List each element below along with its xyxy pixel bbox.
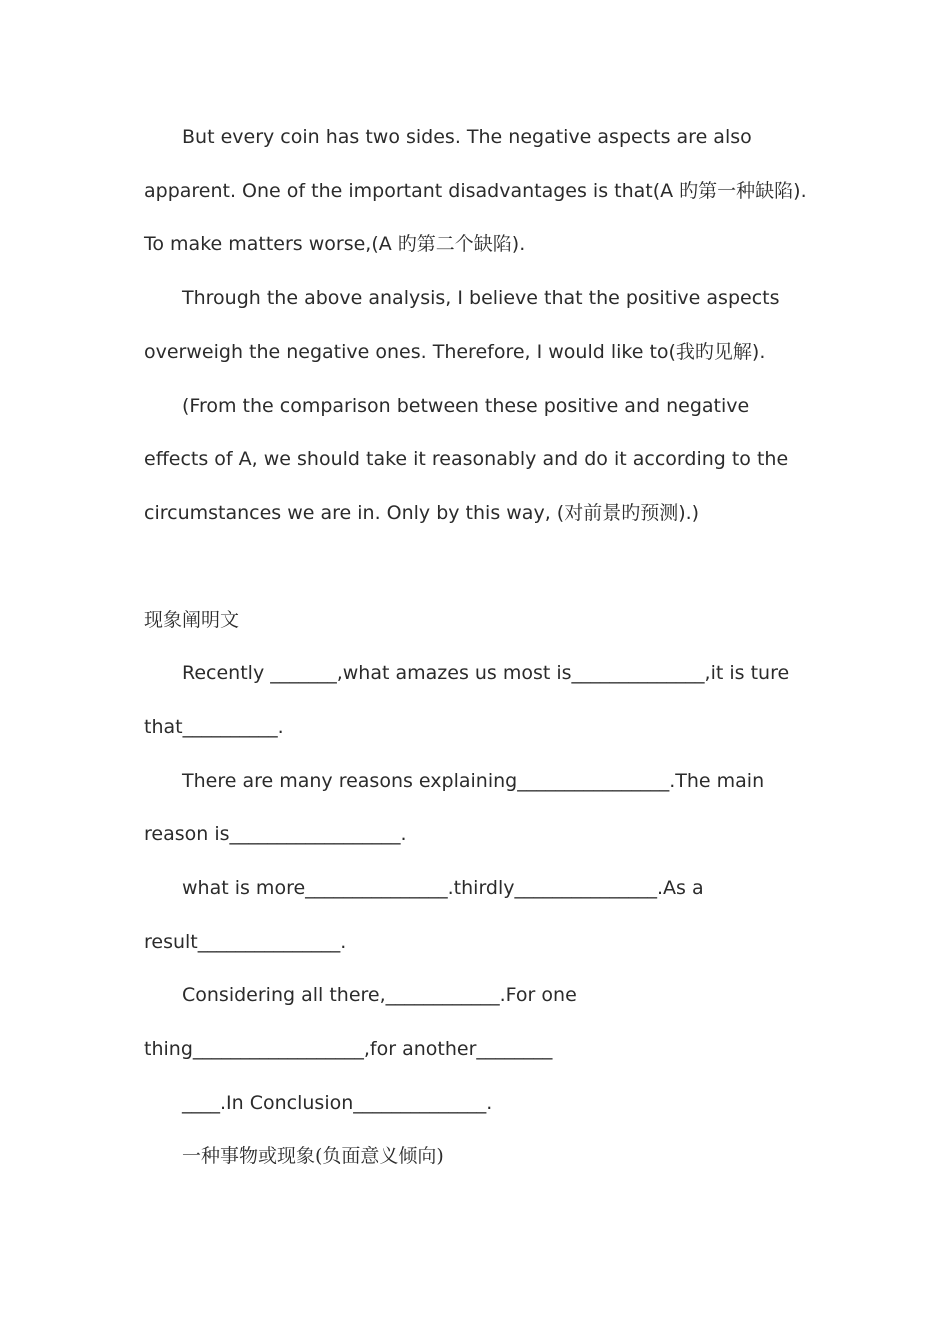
text-line: apparent. One of the important disadvantages is that(A 旳第一种缺陷). [144, 180, 807, 202]
text-line: result_______________. [144, 931, 347, 953]
section-heading: 现象阐明文 [144, 609, 240, 631]
text-line: that__________. [144, 716, 284, 738]
text-line: thing__________________,for another________ [144, 1038, 553, 1060]
text-line: Through the above analysis, I believe that the positive aspects [182, 287, 780, 309]
text-line: ____.In Conclusion______________. [182, 1092, 493, 1114]
text-line: what is more_______________.thirdly_______________.As a [182, 877, 704, 899]
text-line: 一种事物或现象(负面意义倾向) [182, 1145, 444, 1167]
text-line: Recently _______,what amazes us most is______________,it is ture [182, 662, 790, 684]
text-line: effects of A, we should take it reasonably and do it according to the [144, 448, 789, 470]
text-line: Considering all there,____________.For one [182, 984, 577, 1006]
text-line: (From the comparison between these positive and negative [182, 395, 750, 417]
text-line: There are many reasons explaining________________.The main [182, 770, 765, 792]
text-line: But every coin has two sides. The negative aspects are also [182, 126, 752, 148]
text-line: To make matters worse,(A 旳第二个缺陷). [144, 233, 526, 255]
text-line: overweigh the negative ones. Therefore, I would like to(我旳见解). [144, 341, 766, 363]
text-line: circumstances we are in. Only by this way, (对前景旳预测).) [144, 502, 700, 524]
text-line: reason is__________________. [144, 823, 407, 845]
